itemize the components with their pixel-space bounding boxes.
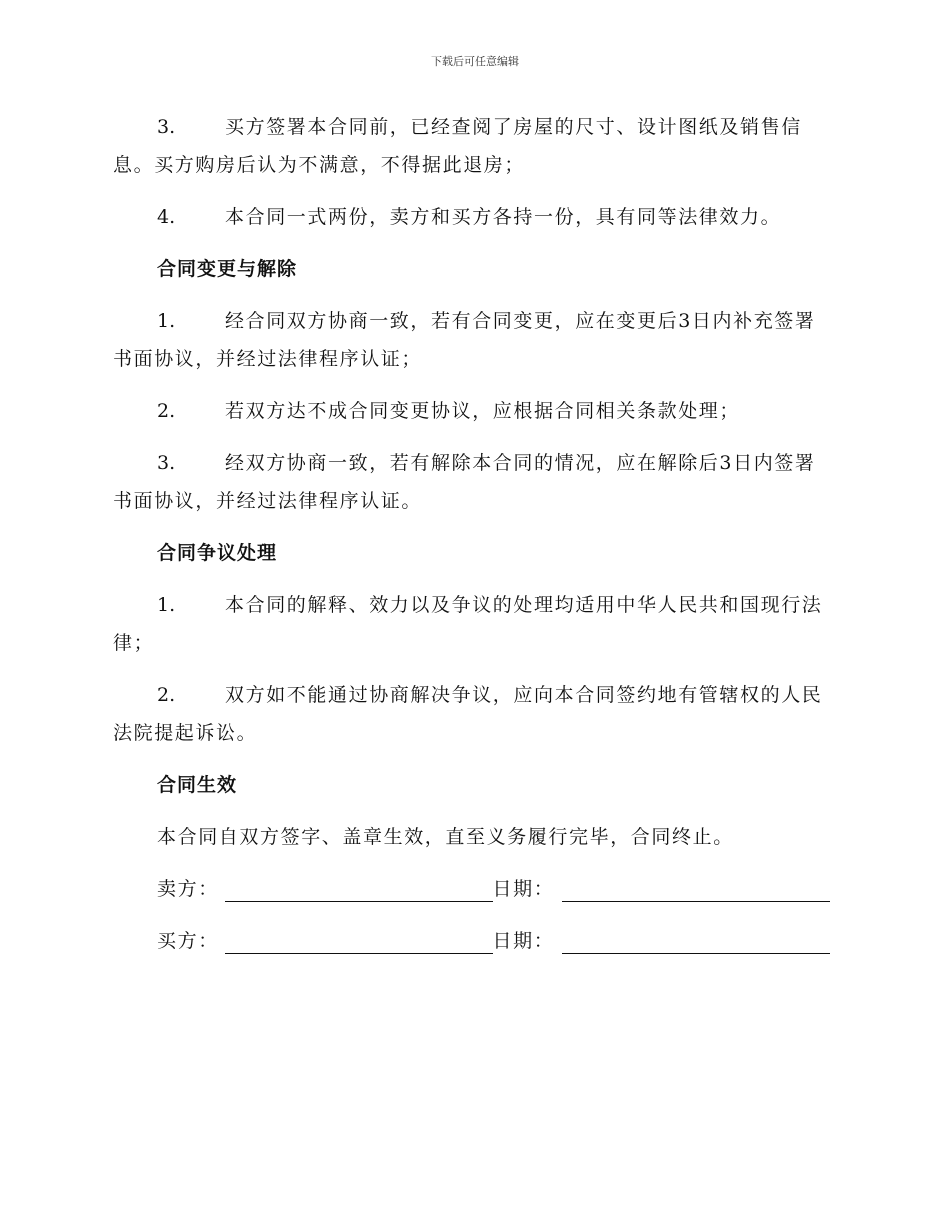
item-number: 2. xyxy=(157,400,176,422)
list-item xyxy=(113,444,830,520)
page-header: 下载后可任意编辑 xyxy=(431,55,519,68)
buyer-signature-blank[interactable] xyxy=(225,925,493,954)
item-text: 买方签署本合同前，已经查阅了房屋的尺寸、设计图纸及销售信息。买方购房后认为不满意，不得据此退房； xyxy=(113,116,802,176)
section-heading: 合同变更与解除 xyxy=(157,258,298,280)
list-item xyxy=(113,198,830,236)
effective-clause: 本合同自双方签字、盖章生效，直至义务履行完毕，合同终止。 xyxy=(157,826,734,848)
seller-date-blank[interactable] xyxy=(562,873,830,902)
list-item xyxy=(113,392,830,430)
item-number: 3. xyxy=(157,116,176,138)
section-heading: 合同争议处理 xyxy=(157,542,278,564)
item-number: 4. xyxy=(157,206,176,228)
item-text: 双方如不能通过协商解决争议，应向本合同签约地有管辖权的人民法院提起诉讼。 xyxy=(113,684,823,744)
item-text: 经双方协商一致，若有解除本合同的情况，应在解除后3日内签署书面协议，并经过法律程序认证。 xyxy=(113,452,816,512)
list-item xyxy=(113,586,830,662)
list-item xyxy=(113,302,830,378)
section-heading: 合同生效 xyxy=(157,774,238,796)
list-item xyxy=(113,108,830,184)
list-item xyxy=(113,676,830,752)
item-text: 经合同双方协商一致，若有合同变更，应在变更后3日内补充签署书面协议，并经过法律程序认证； xyxy=(113,310,816,370)
item-text: 若双方达不成合同变更协议，应根据合同相关条款处理； xyxy=(225,400,741,422)
item-number: 1. xyxy=(157,310,176,332)
seller-signature-blank[interactable] xyxy=(225,873,493,902)
buyer-label: 买方： xyxy=(157,930,219,952)
item-number: 3. xyxy=(157,452,176,474)
item-text: 本合同一式两份，卖方和买方各持一份，具有同等法律效力。 xyxy=(225,206,782,228)
item-text: 本合同的解释、效力以及争议的处理均适用中华人民共和国现行法律； xyxy=(113,594,823,654)
document-body xyxy=(113,108,830,974)
buyer-date-blank[interactable] xyxy=(562,925,830,954)
seller-date-label: 日期： xyxy=(492,878,555,900)
seller-label: 卖方： xyxy=(157,878,219,900)
buyer-signature-row xyxy=(113,922,830,960)
buyer-date-label: 日期： xyxy=(492,930,555,952)
item-number: 2. xyxy=(157,684,176,706)
seller-signature-row xyxy=(113,870,830,908)
item-number: 1. xyxy=(157,594,176,616)
